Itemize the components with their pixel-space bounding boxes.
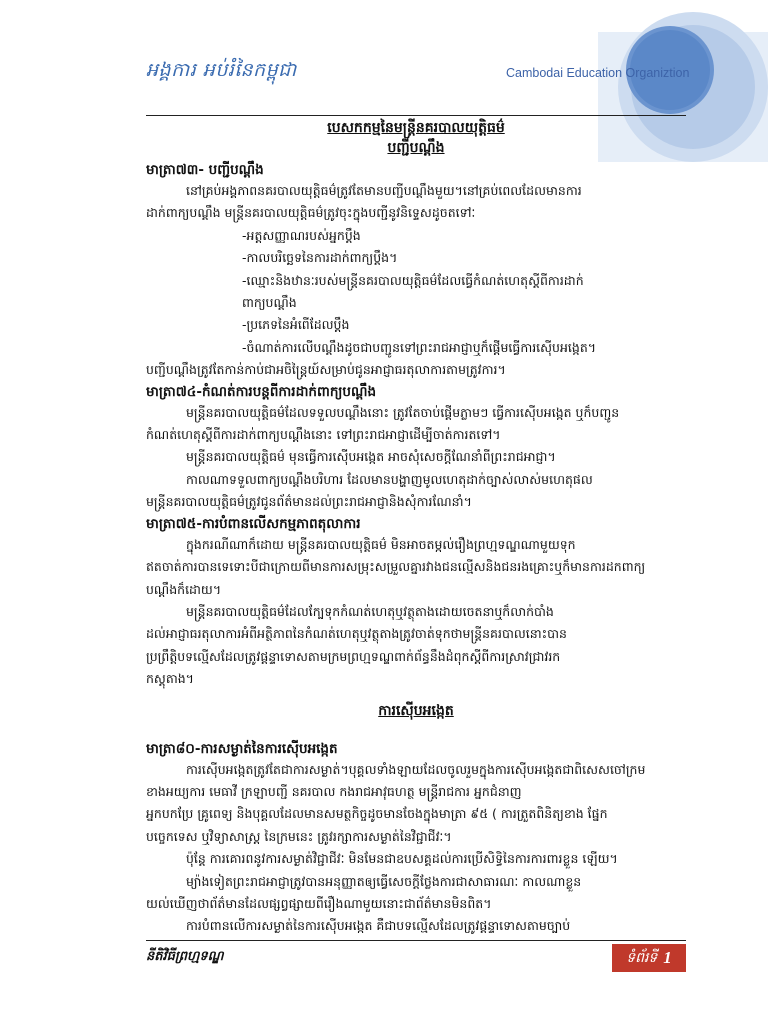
paragraph-line: មន្ត្រីនគរបាលយុត្តិធម៌ដែលក្បែទុកកំណត់ហេតុឬវត្ថុតាងដោយចេតនាឬក៏លាក់បាំង <box>186 603 554 619</box>
page-number-badge <box>612 944 686 972</box>
section-title: ការស៊ើបអង្កេត <box>378 702 454 719</box>
org-name-english: Cambodai Education Organiztion <box>506 66 690 80</box>
footer-title: នីតិវិធីព្រហ្មទណ្ឌ <box>146 949 224 964</box>
paragraph-line: អ្នកបកប្រែ គ្រូពេទ្យ និងបុគ្គលដែលមានសមត្ថកិច្ចដូចមានចែងក្នុងមាត្រា ៩៥ ( ការត្រួតពិនិត្យខាង ផ្នែក <box>146 806 608 822</box>
paragraph-line: មន្ត្រីនគរបាលយុត្តិធម៌ដែលទទួលបណ្តឹងនោះ ត្រូវតែចាប់ផ្តើមភ្លាមៗ ធ្វើការស៊ើបអង្កេត ឬក៏បញ្ជូន <box>186 404 620 420</box>
header-divider <box>146 115 686 116</box>
paragraph-line: ដាក់ពាក្យបណ្តឹង មន្ត្រីនគរបាលយុត្តិធម៌ត្រូវចុះក្នុងបញ្ជីនូវនិទ្ទេសដូចតទៅៈ <box>146 205 476 221</box>
org-name-khmer: អង្គការ អប់រំនៃកម្ពុជា <box>146 59 297 81</box>
page-label: ទំព័រទី <box>626 950 658 966</box>
paragraph-line: ប៉ុន្តែ ការគោរពនូវការសម្ងាត់វិជ្ជាជីវៈ មិនមែនជាឧបសគ្គដល់ការប្រើសិទ្ធិនៃការការពារខ្លួន ឡើយ។ <box>186 851 618 867</box>
paragraph-line: ការស៊ើបអង្កេតត្រូវតែជាការសម្ងាត់។បុគ្គលទាំងឡាយដែលចូលរួមក្នុងការស៊ើបអង្កេតជាពិសេសចៅក្រម <box>186 761 646 777</box>
list-item: -អត្តសញ្ញាណរបស់អ្នកប្តឹង <box>242 227 361 243</box>
paragraph-line: បញ្ជីបណ្តឹងត្រូវតែកាន់កាប់ជាអចិន្ត្រៃយ៍សម្រាប់ជូនអាជ្ញាធរតុលាការតាមត្រូវការ។ <box>146 362 506 378</box>
article-heading: មាត្រា៧៥-ការបំពានលើសកម្មភាពតុលាការ <box>146 515 361 532</box>
paragraph-line: ការបំពានលើការសម្ងាត់នៃការស៊ើបអង្កេត គឺជាបទល្មើសដែលត្រូវផ្តន្ទាទោសតាមច្បាប់ <box>186 918 571 934</box>
page-number: 1 <box>663 948 672 967</box>
list-item: ពាក្យបណ្តឹង <box>242 295 297 311</box>
paragraph-line: មន្ត្រីនគរបាលយុត្តិធម៌ មុនធ្វើការស៊ើបអង្កេត អាចសុំសេចក្តីណែនាំពីព្រះរាជអាជ្ញា។ <box>186 449 556 465</box>
paragraph-line: នៅគ្រប់អង្គភាពនគរបាលយុត្តិធម៌ត្រូវតែមានបញ្ជីបណ្តឹងមួយ។នៅគ្រប់ពេលដែលមានការ <box>186 183 582 198</box>
document-subtitle: បញ្ជីបណ្តឹង <box>387 140 445 156</box>
article-heading: មាត្រា៧៣- បញ្ជីបណ្តឹង <box>146 162 264 178</box>
paragraph-line: បណ្តឹងក៏ដោយ។ <box>146 581 222 597</box>
document-body <box>146 118 686 938</box>
paragraph-line: កស្តុតាង។ <box>146 671 194 687</box>
footer-divider <box>146 940 686 941</box>
list-item: -កាលបរិច្ឆេទនៃការដាក់ពាក្យប្តឹង។ <box>242 250 398 266</box>
document-title: បេសកកម្មនៃមន្ត្រីនគរបាលយុត្តិធម៌ <box>327 120 505 136</box>
list-item: -ឈ្មោះនិងឋានៈរបស់មន្ត្រីនគរបាលយុត្តិធម៌ដែលធ្វើកំណត់ហេតុស្តីពីការដាក់ <box>242 272 584 288</box>
list-item: -ប្រភេទនៃអំពើដែលប្តឹង <box>242 317 350 333</box>
list-item: -ចំណាត់ការលើបណ្តឹងដូចជាបញ្ជូនទៅព្រះរាជអាជ្ញាឬក៏ផ្តើមធ្វើការស៊ើបអង្កេត។ <box>242 339 596 355</box>
paragraph-line: ប្រព្រឹត្តិបទល្មើសដែលត្រូវផ្តន្ទាទោសតាមក្រមព្រហ្មទណ្ឌពាក់ព័ន្ធនឹងដំពុកស្តីពីការស្រាវជ្រាវរក <box>146 648 561 664</box>
paragraph-line: ម្យ៉ាងទៀតព្រះរាជអាជ្ញាត្រូវបានអនុញ្ញាតឲ្យធ្វើសេចក្តីថ្លែងការជាសាធារណៈ កាលណាខ្លួន <box>186 873 582 889</box>
article-heading: មាត្រា៨០-ការសម្ងាត់នៃការស៊ើបអង្កេត <box>146 740 338 757</box>
paragraph-line: បច្ចេកទេស ឬវិទ្យាសាស្ត្រ នៃក្រមនេះ ត្រូវរក្សាការសម្ងាត់នៃវិជ្ជាជីវៈ។ <box>146 828 452 844</box>
article-heading: មាត្រា៧៤-កំណត់ការបន្តពីការដាក់ពាក្យបណ្តឹង <box>146 383 377 400</box>
paragraph-line: ដល់អាជ្ញាធរតុលាការអំពីអត្ថិភាពនៃកំណត់ហេតុឬវត្ថុតាងត្រូវចាត់ទុកថាមន្ត្រីនគរបាលនោះបាន <box>146 626 567 642</box>
paragraph-line: យល់ឃើញថាព័ត៌មានដែលផ្សព្វផ្សាយពីរឿងណាមួយនោះជាព័ត៌មានមិនពិត។ <box>146 895 492 911</box>
paragraph-line: ខាងអយ្យការ មេធាវី ក្រឡាបញ្ជី នគរបាល កងរាជអាវុធហត្ថ មន្ត្រីរាជការ អ្នកជំនាញ <box>146 783 522 799</box>
paragraph-line: ក្នុងករណីណាក៏ដោយ មន្ត្រីនគរបាលយុត្តិធម៌ មិនអាចតម្កល់រឿងព្រហ្មទណ្ឌណាមួយទុក <box>186 536 576 552</box>
paragraph-line: ឥតចាត់ការបានទេទោះបីជាក្រោយពីមានការសម្រុះសម្រួលគ្នារវាងជនល្មើសនិងជនរងគ្រោះឬក៏មានការដកពាក្យ <box>146 559 646 575</box>
paragraph-line: មន្ត្រីនគរបាលយុត្តិធម៌ត្រូវជូនព័ត៌មានដល់ព្រះរាជអាជ្ញានិងសុំការណែនាំ។ <box>146 494 472 510</box>
paragraph-line: កំណត់ហេតុស្តីពីការដាក់ពាក្យបណ្តឹងនោះ ទៅព្រះរាជអាជ្ញាដើម្បីចាត់ការតទៅ។ <box>146 427 501 443</box>
paragraph-line: កាលណាទទួលពាក្យបណ្តឹងបរិហារ ដែលមានបង្ហាញមូលហេតុដាក់ច្បាស់លាស់មហេតុផល <box>186 471 593 487</box>
